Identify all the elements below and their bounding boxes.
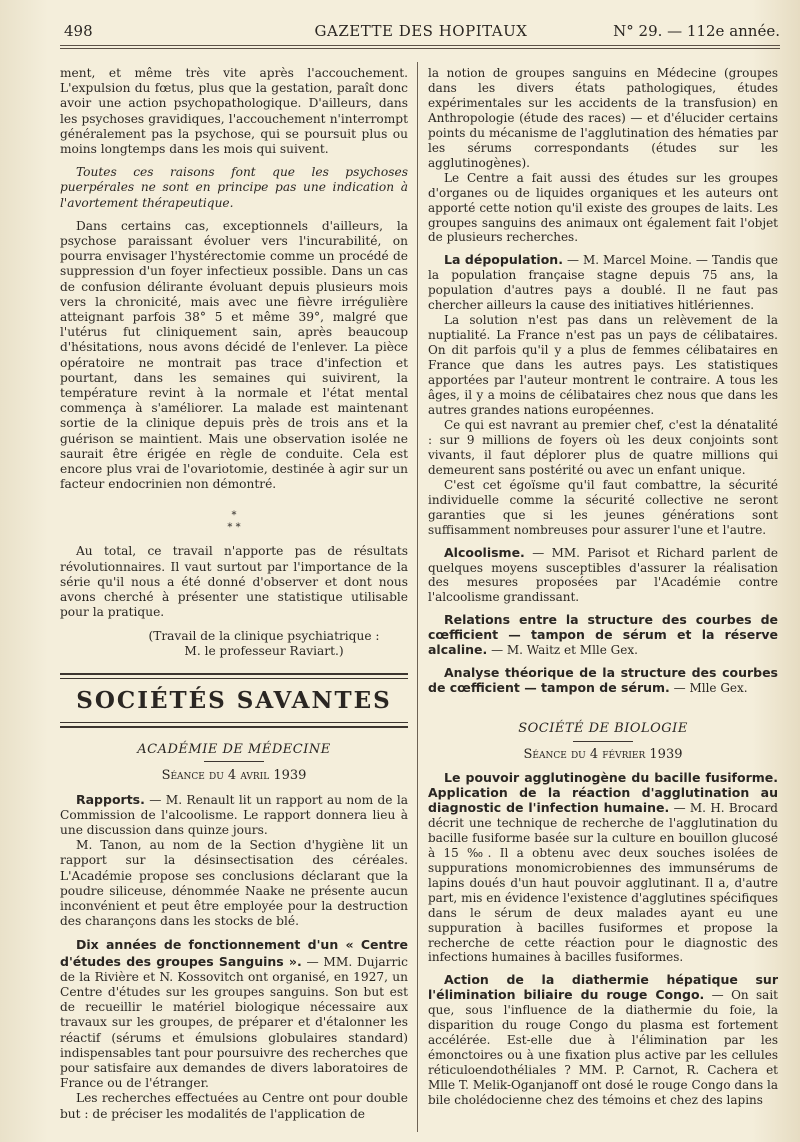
item-text: — M. Marcel Moine. — Tandis que la population française stagne depuis 75 ans, la population d'autres pays a doublé. Il ne faut pas chercher ailleurs la cause des initiatives hitlériennes. (428, 253, 779, 313)
signature (60, 629, 408, 659)
session-date: Séance du 4 février 1939 (523, 747, 683, 763)
header-rule-2 (60, 48, 780, 49)
left-column (60, 66, 408, 1122)
report-item (428, 546, 778, 606)
paragraph: Dans certains cas, exceptionnels d'ailleurs, la psychose paraissant évoluer vers l'incurabilité, on pourra envisager l'hystérectomie comme un procédé de suppression d'un foyer infectieux possible. Dans un cas de confusion délirante évoluant depuis plusieurs mois vers la chronicité, mais avec une fièvre irrégulière atteignant parfois 38° 5 et même 39°, malgré que l'utérus fut cliniquement sain, après beaucoup d'hésitations, nous avons décidé de l'enlever. La pièce opératoire ne montrait pas trace d'infection et pourtant, dans les semaines qui suivirent, la température revint à la normale et l'état mental commença à s'améliorer. La malade est maintenant sortie de la clinique depuis près de trois ans et la guérison se maintient. Mais une observation isolée ne saurait être érigée en règle de conduite. Cela est encore plus vrai de l'ovariotomie, destinée à agir sur un facteur endocrinien non démontré. (60, 218, 408, 492)
page-number: 498 (64, 22, 93, 40)
signature-line-1: (Travail de la clinique psychiatrique : (148, 628, 380, 643)
item-text: — On sait que, sous l'influence de la diathermie du foie, la disparition du rouge Congo du plasma est fortement accélérée. Est-elle due à l'élimination par les émonctoires ou à une fixation plus active par les cellules réticuloendothéliales ? MM. P. Carnot, R. Cachera et Mlle T. Melik-Oganjanoff ont dosé le rouge Congo dans la bile cholédocienne chez des témoins et chez des lapins (428, 988, 779, 1108)
paragraph: ment, et même très vite après l'accouchement. L'expulsion du fœtus, plus que la gestation, paraît donc avoir une action psychopathologique. D'ailleurs, dans les psychoses gravidiques, l'accouchement n'interrompt généralement pas la psychose, qui se poursuit plus ou moins longtemps dans les mois qui suivent. (60, 66, 408, 157)
report-item (428, 973, 778, 1108)
banner-rule (60, 722, 408, 723)
report-item (428, 666, 778, 696)
banner-rule (60, 673, 408, 675)
short-rule (204, 761, 264, 762)
issue-number: N° 29. — 112e année. (613, 22, 780, 40)
paragraph: Au total, ce travail n'apporte pas de résultats révolutionnaires. Il vaut surtout par l'importance de la série qu'il nous a été donné d'observer et dont nous avons cherché à présenter une statistique utilisable pour la pratique. (60, 544, 408, 620)
item-text: — M. H. Brocard décrit une technique de recherche de l'agglutination du bacille fusiforme basée sur la culture en bouillon glucosé à 15 ‰. Il a obtenu avec deux souches isolées de suppurations monomicrobiennes des immunsérums de lapins doués d'un haut pouvoir agglutinant. Il a, d'autre part, mis en évidence l'existence d'agglutines spécifiques dans le sérum de deux malades ayant eu une suppuration à bacilles fusiformes et propose la recherche de cette réaction pour le diagnostic des infections humaines à bacilles fusiformes. (428, 800, 778, 965)
signature-line-2: M. le professeur Raviart.) (184, 643, 344, 658)
item-text: — MM. Dujarric de la Rivière et N. Kossovitch ont organisé, en 1927, un Centre d'études sur les groupes sanguins. Son but est de recueillir le matériel biologique nécessaire aux travaux sur les groupes, de préparer et d'étalonner les réactif (sérums et émulsions globulaires standard) indispensables tant pour poursuivre des recherches que pour satisfaire aux demandes de divers laboratoires de France ou de l'étranger. (60, 954, 408, 1091)
paragraph: Ce qui est navrant au premier chef, c'est la dénatalité : sur 9 millions de foyers où les deux conjoints sont vivants, il faut déplorer plus de quatre millions qui demeurent sans postérité ou avec un enfant unique. (428, 417, 778, 477)
banner-rule (60, 726, 408, 728)
item-heading: Analyse théorique de la structure des courbes de cœfficient — tampon de sérum. (428, 665, 778, 696)
item-heading: Dix années de fonctionnement d'un « Centre d'études des groupes Sanguins ». (60, 937, 408, 969)
short-rule (573, 741, 633, 742)
item-text: — M. Renault lit un rapport au nom de la Commission de l'alcoolisme. Le rapport donnera lieu à une discussion dans quinze jours. (60, 792, 408, 837)
item-heading: Action de la diathermie hépatique sur l'élimination biliaire du rouge Congo. (428, 972, 778, 1003)
right-column (428, 66, 778, 1108)
item-text: — Mlle Gex. (669, 681, 748, 696)
item-text: — M. Waitz et Mlle Gex. (487, 643, 638, 658)
report-item (428, 613, 778, 658)
report-item (428, 771, 778, 965)
item-heading: Relations entre la structure des courbes de cœfficient — tampon de sérum et la réserve alcaline. (428, 612, 778, 658)
academy-heading: ACADÉMIE DE MÉDECINE (137, 742, 331, 758)
paragraph: M. Tanon, au nom de la Section d'hygiène lit un rapport sur la désinsectisation des céréales. L'Académie propose ses conclusions déclarant que la poudre siliceuse, dénommée Naake ne présente aucun inconvénient et peut être employée pour la destruction des charançons dans les stocks de blé. (60, 838, 408, 929)
paragraph: la notion de groupes sanguins en Médecine (groupes dans les divers états pathologiques, études expérimentales sur les accidents de la transfusion) en Anthropologie (étude des races) — et d'élucider certains points du mécanisme de l'agglutination des hématies par les sérums correspondants (études sur les agglutinogènes). (428, 66, 778, 170)
paragraph: Les recherches effectuées au Centre ont pour double but : de préciser les modalités de l'application de (60, 1091, 408, 1121)
report-item (428, 253, 778, 313)
paragraph: La solution n'est pas dans un relèvement de la nuptialité. La France n'est pas un pays de célibataires. On dit parfois qu'il y a plus de femmes célibataires en France que dans les autres pays. Les statistiques apportées par l'auteur montrent le contraire. A tous les âges, il y a moins de célibataires chez nous que dans les autres grandes nations européennes. (428, 313, 778, 417)
item-text: — MM. Parisot et Richard parlent de quelques moyens susceptibles d'assurer la réalisation des mesures proposées par l'Académie contre l'alcoolisme grandissant. (428, 545, 778, 605)
journal-title: GAZETTE DES HOPITAUX (314, 22, 528, 40)
item-heading: La dépopulation. (444, 252, 563, 268)
item-heading: Alcoolisme. (444, 544, 525, 560)
paragraph: C'est cet égoïsme qu'il faut combattre, la sécurité individuelle comme la sécurité collective ne seront garanties que si les jeunes générations sont suffisamment nombreuses pour assurer l'une et l'autre. (428, 477, 778, 537)
paragraph-text: Toutes ces raisons font que les psychoses puerpérales ne sont en principe pas une indication à l'avortement thérapeutique. (60, 165, 408, 210)
item-heading: Rapports. (76, 791, 145, 807)
running-header (62, 20, 780, 44)
section-banner (60, 673, 408, 728)
column-divider (417, 62, 418, 1132)
section-title: SOCIÉTÉS SAVANTES (76, 686, 392, 714)
banner-rule (60, 678, 408, 679)
society-heading: SOCIÉTÉ DE BIOLOGIE (518, 721, 688, 737)
report-item (60, 792, 408, 839)
asterism: * * * (227, 510, 241, 534)
paragraph-italic-conclusion (60, 165, 408, 211)
paragraph: Le Centre a fait aussi des études sur les groupes d'organes ou de liquides organiques et les auteurs ont apporté cette notion qu'il existe des groupes de laits. Les groupes sanguins des animaux ont également fait l'objet de plusieurs recherches. (428, 170, 778, 245)
report-item (60, 937, 408, 1091)
header-rule (60, 45, 780, 46)
session-date: Séance du 4 avril 1939 (161, 768, 307, 784)
item-heading: Le pouvoir agglutinogène du bacille fusiforme. Application de la réaction d'agglutination au diagnostic de l'infection humaine. (428, 770, 778, 815)
